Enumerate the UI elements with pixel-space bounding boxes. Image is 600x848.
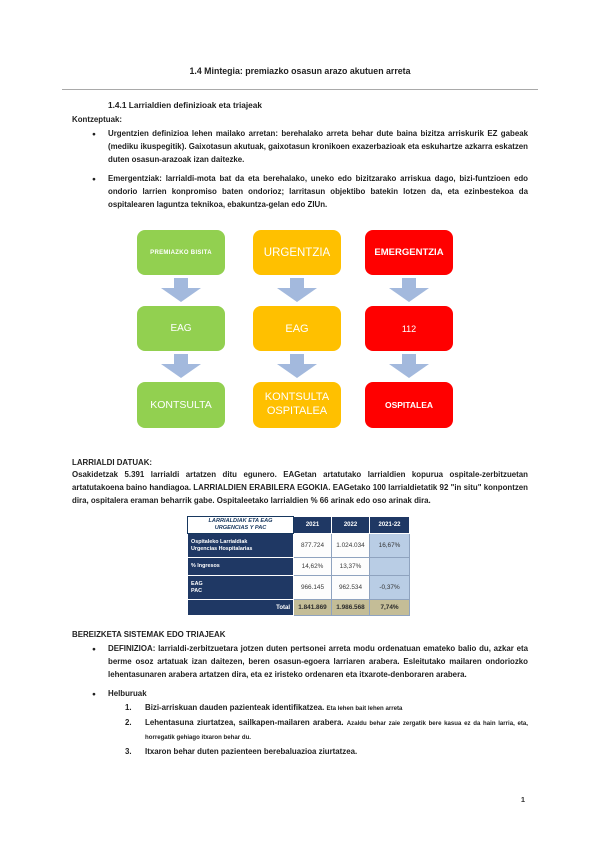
down-arrow-icon bbox=[161, 278, 201, 302]
table-cell: 7,74% bbox=[370, 600, 410, 616]
goal-number: 1. bbox=[125, 703, 132, 712]
list-item bbox=[72, 687, 528, 700]
row-label-line1: % Ingresos bbox=[191, 563, 220, 570]
total-label-cell: Total bbox=[188, 600, 294, 616]
goal-item bbox=[72, 716, 528, 744]
goal-number: 2. bbox=[125, 718, 132, 727]
diagram-box-urgentzia: URGENTZIA bbox=[253, 230, 341, 275]
bullet-icon: ● bbox=[92, 646, 96, 653]
down-arrow-icon bbox=[277, 278, 317, 302]
section-heading: 1.4.1 Larrialdien definizioak eta triajeak bbox=[108, 100, 263, 110]
table-row bbox=[188, 558, 410, 576]
concepts-label: Kontzeptuak: bbox=[72, 115, 122, 124]
down-arrow-icon bbox=[389, 278, 429, 302]
triage-list bbox=[72, 642, 528, 700]
bullet-icon: ● bbox=[92, 691, 96, 698]
table-cell: 13,37% bbox=[332, 558, 370, 576]
table-cell: 14,62% bbox=[294, 558, 332, 576]
table-row bbox=[188, 534, 410, 558]
column-header: 2021 bbox=[294, 517, 332, 534]
goal-item bbox=[72, 745, 528, 759]
diagram-box-eag-amber: EAG bbox=[253, 306, 341, 351]
table-total-row bbox=[188, 600, 410, 616]
corner-line2: URGENCIAS Y PAC bbox=[214, 525, 267, 531]
table-cell: -0,37% bbox=[370, 576, 410, 600]
down-arrow-icon bbox=[161, 354, 201, 378]
corner-line1: LARRIALDIAK ETA EAG bbox=[208, 518, 273, 524]
list-item bbox=[72, 172, 528, 211]
row-label-line2: Urgencias Hospitalarias bbox=[191, 545, 253, 552]
goal-text: Lehentasuna ziurtatzea, sailkapen-mailaren arabera. bbox=[145, 718, 344, 727]
goal-item bbox=[72, 701, 528, 715]
goal-number: 3. bbox=[125, 747, 132, 756]
goal-note: Eta lehen bait lehen arreta bbox=[326, 705, 403, 712]
table-cell bbox=[370, 558, 410, 576]
diagram-column-red bbox=[365, 230, 453, 428]
page-title: 1.4 Mintegia: premiazko osasun arazo akutuen arreta bbox=[189, 66, 411, 76]
bullet-text: Emergentziak: larrialdi-mota bat da eta berehalako, uneko edo bizitzarako arriskua dago, bizi-funtzioen edo ondorio larrien konpromiso baten ondorioz; larritasun objektibo batekin lotzen da, eta ezinbestekoa da ospitalearen laguntza teknikoa, ebakuntza-gelan edo ZIUn. bbox=[108, 174, 528, 209]
table-row bbox=[188, 576, 410, 600]
goal-note: Azaldu behar zaie zergatik bere kasua ez da hain larria, eta, horregatik gehiago itxaron behar du. bbox=[145, 720, 528, 741]
row-label-cell bbox=[188, 576, 294, 600]
bullet-text: Urgentzien definizioa lehen mailako arretan: berehalako arreta behar dute baina bizitza arriskurik EZ gabeak (mediku ikuspegitik). Gaixotasun akutuak, gaixotasun kronikoen exazerbazioak eta eskuhartze azkarra eskatzen duten osasun-arazoak izan daitezke. bbox=[108, 129, 528, 164]
data-paragraph: Osakidetzak 5.391 larrialdi artatzen ditu egunero. EAGetan artatutako larrialdien kopurua ospitale-zerbitzuetan artatutakoena baino handiagoa. LARRIALDIEN ERABILERA EGOKIA. EAGetako 100 larrialdietatik 92 "in situ" konpontzen dira, ospitalera eraman beharrik gabe. Ospitaleetako larrialdien % 66 arinak edo oso arinak dira. bbox=[72, 470, 528, 505]
table-corner-cell bbox=[188, 517, 294, 534]
bullet-icon: ● bbox=[92, 176, 96, 183]
goal-text: Bizi-arriskuan dauden pazienteak identifikatzea. bbox=[145, 703, 325, 712]
row-label-line2: PAC bbox=[191, 587, 202, 594]
column-header: 2021-22 bbox=[370, 517, 410, 534]
diagram-box-kontsulta: KONTSULTA bbox=[137, 382, 225, 428]
down-arrow-icon bbox=[277, 354, 317, 378]
diagram-box-premiazko-bisita: PREMIAZKO BISITA bbox=[137, 230, 225, 275]
table-cell: 1.841.869 bbox=[294, 600, 332, 616]
triage-flow-diagram bbox=[72, 230, 528, 436]
row-label-cell bbox=[188, 534, 294, 558]
diagram-box-kontsulta-ospitalea: KONTSULTA OSPITALEA bbox=[253, 382, 341, 428]
diagram-box-ospitalea: OSPITALEA bbox=[365, 382, 453, 428]
goal-text: Itxaron behar duten pazienteen berebaluazioa ziurtatzea. bbox=[145, 747, 358, 756]
table-cell: 962.534 bbox=[332, 576, 370, 600]
data-section-heading: LARRIALDI DATUAK: bbox=[72, 458, 153, 467]
diagram-column-green bbox=[137, 230, 225, 428]
definition-text: DEFINIZIOA: larrialdi-zerbitzuetara jotzen duten pertsonei arreta modu ordenatuan emateko balio du, azkar eta berme osoz artatuak izan daitezen, beren osasun-egoera larriaren arabera. Esleitutako mailaren ondoriozko lehentasunaren arabera artatzen dira, eta ez iristeko ordenaren eta itxarote-denboraren arabera. bbox=[108, 644, 528, 679]
diagram-box-emergentzia: EMERGENTZIA bbox=[365, 230, 453, 275]
diagram-box-112: 112 bbox=[365, 306, 453, 351]
triage-section-heading: BEREIZKETA SISTEMAK EDO TRIAJEAK bbox=[72, 630, 226, 639]
table-cell: 16,67% bbox=[370, 534, 410, 558]
emergencies-stats-table bbox=[187, 516, 410, 616]
page-number: 1 bbox=[520, 795, 525, 804]
row-label-line1: Ospitaleko Larrialdiak bbox=[191, 538, 248, 545]
goals-label: Helburuak bbox=[108, 689, 147, 698]
row-label-line1: EAG bbox=[191, 580, 203, 587]
table-header-row bbox=[188, 517, 410, 534]
concepts-list bbox=[72, 127, 528, 211]
table-cell: 966.145 bbox=[294, 576, 332, 600]
goals-list bbox=[72, 701, 528, 759]
row-label-cell bbox=[188, 558, 294, 576]
table-cell: 1.986.568 bbox=[332, 600, 370, 616]
table-cell: 1.024.034 bbox=[332, 534, 370, 558]
list-item bbox=[72, 642, 528, 681]
list-item bbox=[72, 127, 528, 166]
down-arrow-icon bbox=[389, 354, 429, 378]
diagram-box-eag-green: EAG bbox=[137, 306, 225, 351]
bullet-icon: ● bbox=[92, 131, 96, 138]
diagram-column-amber bbox=[253, 230, 341, 428]
divider bbox=[62, 89, 538, 90]
column-header: 2022 bbox=[332, 517, 370, 534]
table-cell: 877.724 bbox=[294, 534, 332, 558]
